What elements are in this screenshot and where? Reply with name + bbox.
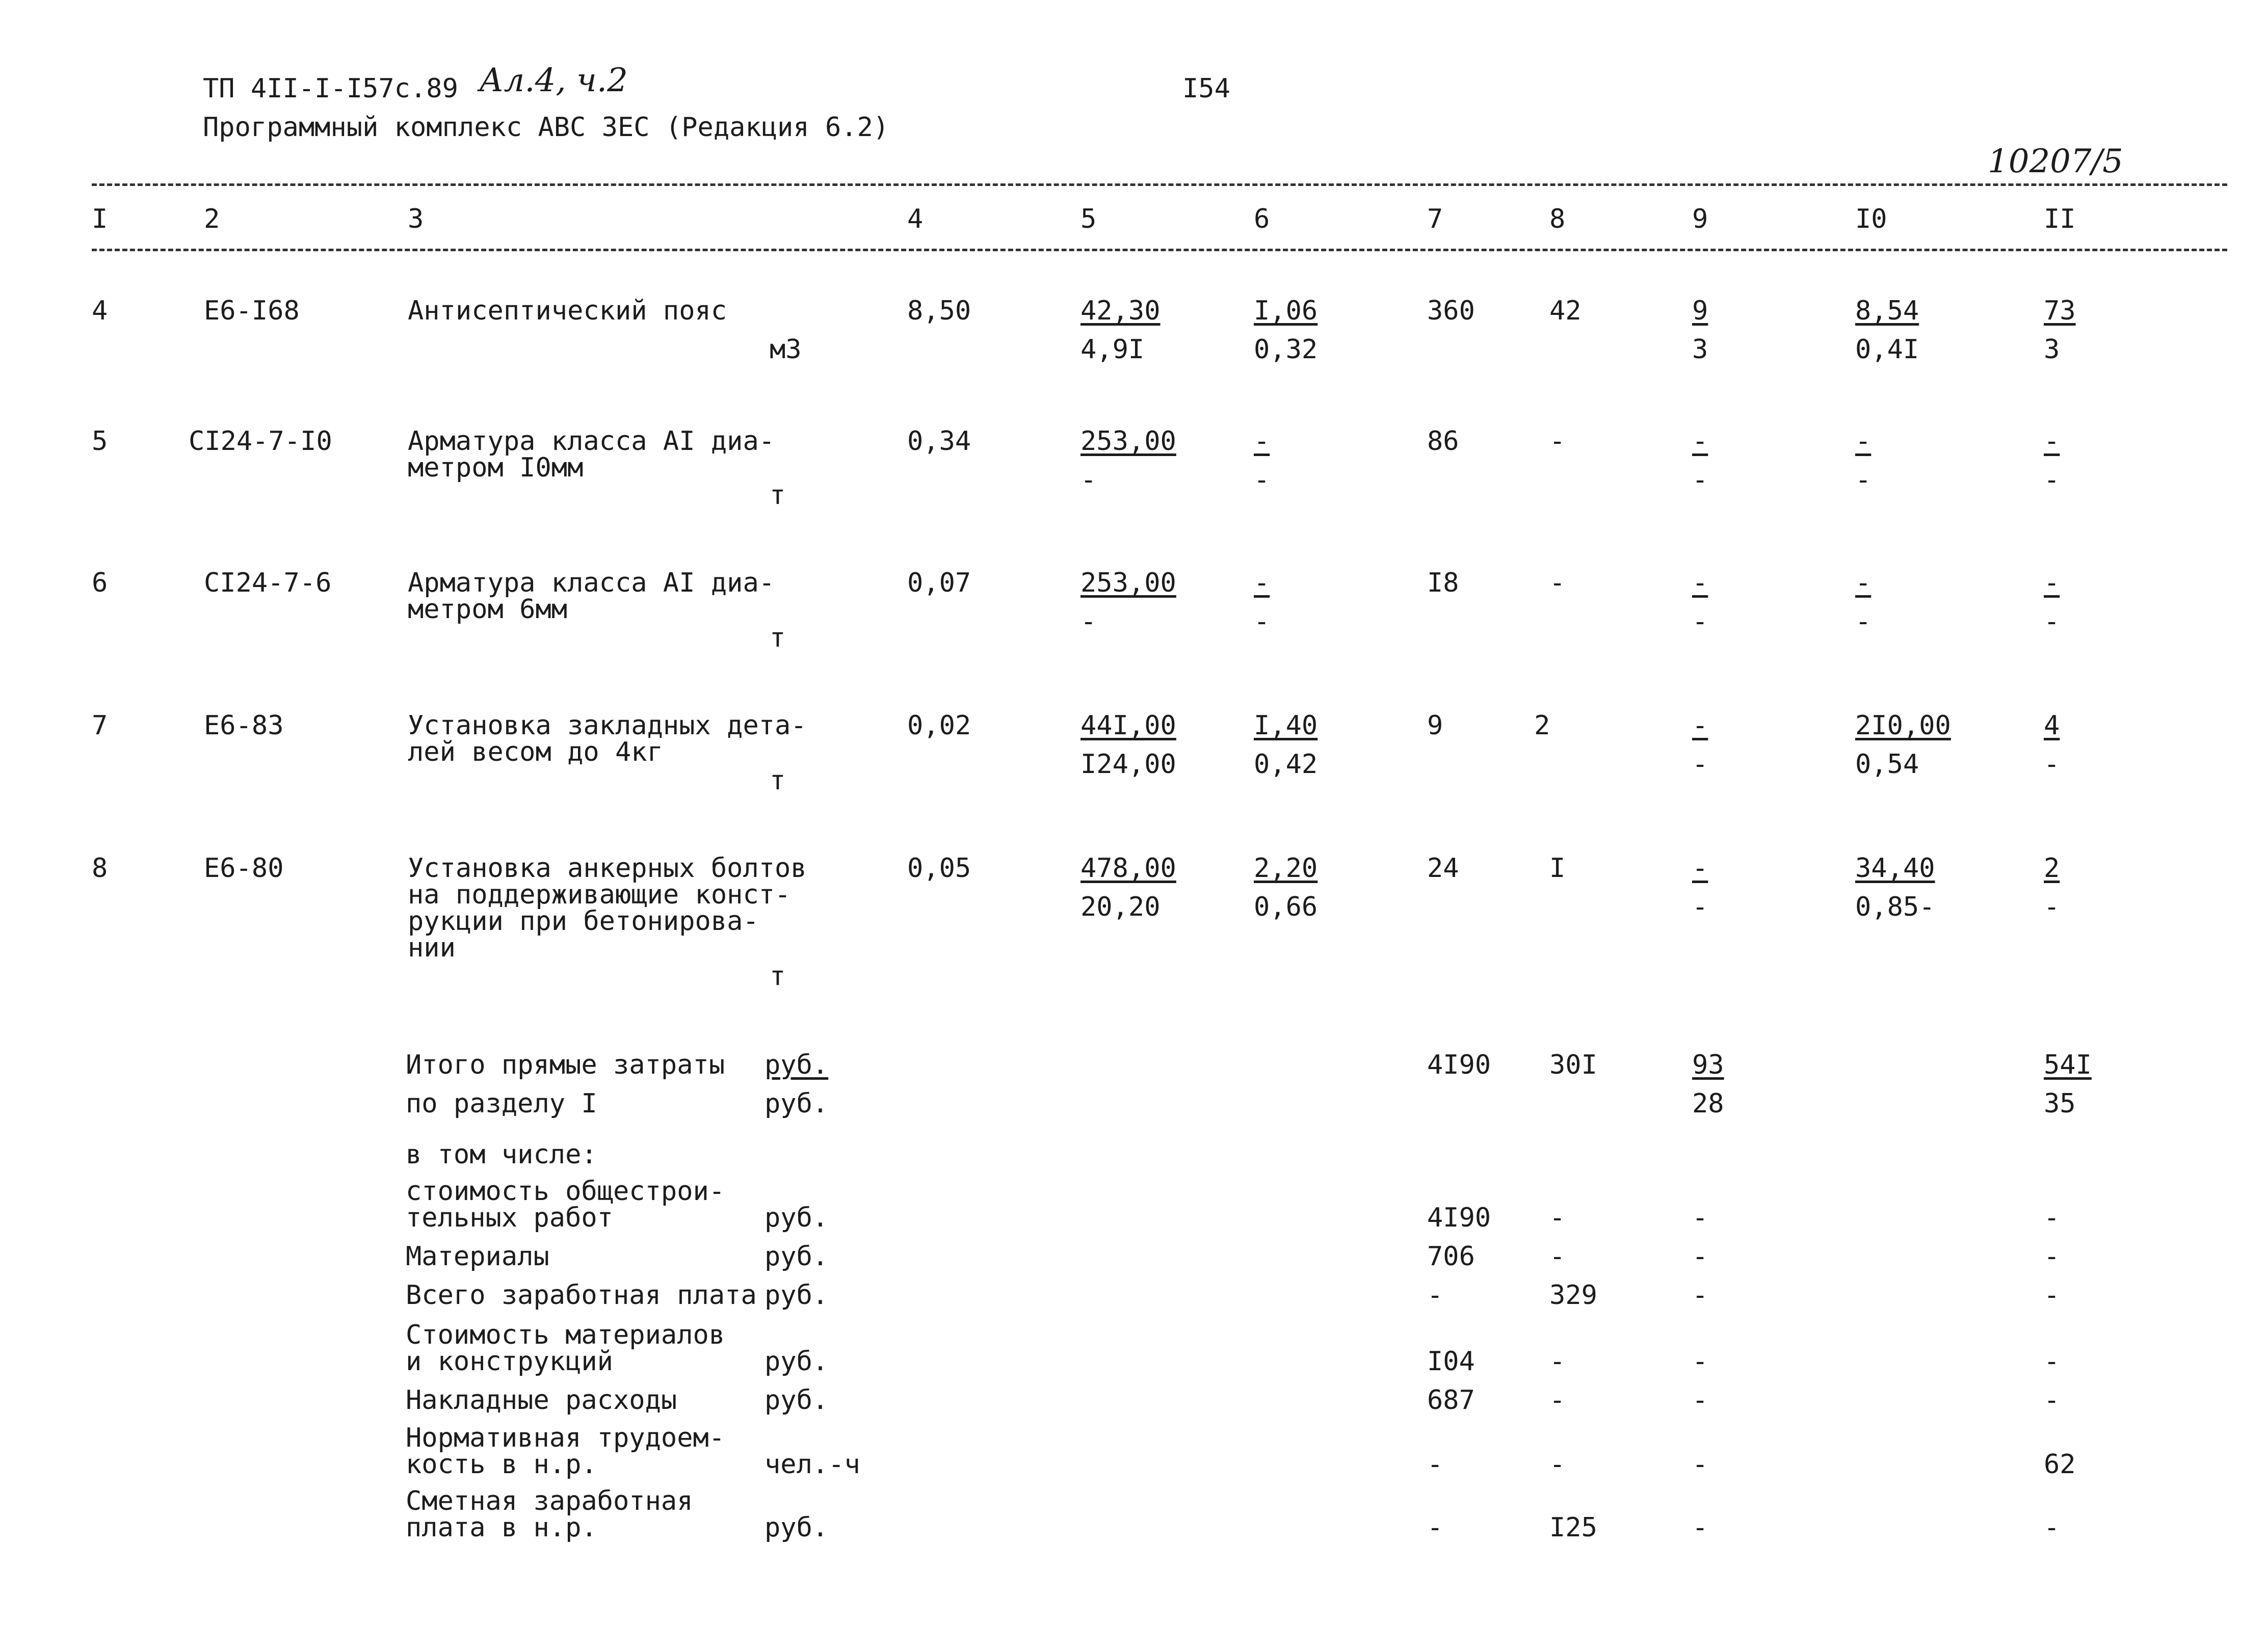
row-code: Е6-I68 xyxy=(204,296,300,326)
column-header: 5 xyxy=(1080,204,1097,234)
breakdown-unit: чел.-ч xyxy=(765,1449,860,1480)
cell-10-top: - xyxy=(1855,568,1871,598)
cell-8: - xyxy=(1549,568,1566,598)
cell-11-top: - xyxy=(2044,426,2060,457)
cell-9-bottom: 3 xyxy=(1692,334,1708,365)
breakdown-cell-11: - xyxy=(2044,1346,2060,1377)
breakdown-cell-8: - xyxy=(1549,1241,1566,1272)
totals-cell-8: 30I xyxy=(1549,1050,1597,1080)
row-unit: т xyxy=(770,765,786,796)
cell-7: 24 xyxy=(1427,853,1459,884)
totals-label: Итого прямые затраты xyxy=(406,1050,725,1080)
sheet-number: 10207/5 xyxy=(1988,143,2123,180)
totals-cell-9-top: 93 xyxy=(1692,1050,1724,1080)
cell-5-bottom: 20,20 xyxy=(1080,892,1161,922)
cell-5-bottom: - xyxy=(1080,606,1097,637)
cell-10-bottom: 0,85- xyxy=(1855,892,1935,922)
column-header: 4 xyxy=(907,204,924,234)
header-bottom-rule xyxy=(92,249,2227,251)
breakdown-cell-9: - xyxy=(1692,1449,1708,1480)
column-header: I0 xyxy=(1855,204,1887,234)
cell-5-bottom: - xyxy=(1080,465,1097,495)
cell-10-bottom: - xyxy=(1855,606,1871,637)
cell-10-top: 34,40 xyxy=(1855,853,1935,884)
row-unit: т xyxy=(770,623,786,653)
row-name: Арматура класса АI диа- метром I0мм xyxy=(408,426,775,483)
breakdown-cell-8: - xyxy=(1549,1346,1566,1377)
row-code: СI24-7-6 xyxy=(204,568,332,598)
row-code: Е6-80 xyxy=(204,853,284,884)
breakdown-cell-9: - xyxy=(1692,1385,1708,1416)
totals-unit: руб. xyxy=(765,1088,829,1119)
cell-11-top: 2 xyxy=(2044,853,2060,884)
breakdown-label: Всего заработная плата xyxy=(406,1280,757,1311)
row-number: 5 xyxy=(92,426,108,457)
cell-9-top: - xyxy=(1692,853,1708,884)
row-code: Е6-83 xyxy=(204,710,284,741)
cell-10-top: - xyxy=(1855,426,1871,457)
header-top-rule xyxy=(92,183,2227,186)
breakdown-label: Нормативная трудоем- кость в н.р. xyxy=(406,1423,725,1480)
breakdown-cell-11: - xyxy=(2044,1280,2060,1311)
row-name: Арматура класса АI диа- метром 6мм xyxy=(408,568,775,625)
column-header: 7 xyxy=(1427,204,1443,234)
cell-6-top: I,06 xyxy=(1254,296,1318,326)
breakdown-unit: руб. xyxy=(765,1241,829,1272)
cell-10-bottom: 0,54 xyxy=(1855,749,1919,780)
row-code: СI24-7-I0 xyxy=(189,426,332,457)
cell-9-bottom: - xyxy=(1692,749,1708,780)
cell-11-top: 4 xyxy=(2044,710,2060,741)
breakdown-cell-7: 687 xyxy=(1427,1385,1475,1416)
cell-11-top: - xyxy=(2044,568,2060,598)
cell-6-top: - xyxy=(1254,568,1270,598)
column-header: I xyxy=(92,204,108,234)
cell-6-bottom: 0,66 xyxy=(1254,892,1318,922)
totals-label: по разделу I xyxy=(406,1088,597,1119)
cell-6-bottom: - xyxy=(1254,606,1270,637)
breakdown-label: Накладные расходы xyxy=(406,1385,677,1416)
breakdown-cell-9: - xyxy=(1692,1512,1708,1543)
breakdown-cell-8: - xyxy=(1549,1385,1566,1416)
breakdown-label: Сметная заработная плата в н.р. xyxy=(406,1486,693,1543)
cell-5-top: 478,00 xyxy=(1080,853,1176,884)
row-number: 7 xyxy=(92,710,108,741)
cell-11-top: 73 xyxy=(2044,296,2076,326)
breakdown-label: Материалы xyxy=(406,1241,549,1272)
column-header: 9 xyxy=(1692,204,1708,234)
row-name: Установка анкерных болтов на поддерживающие конст- рукции при бетонирова- нии xyxy=(408,853,807,963)
breakdown-cell-7: 4I90 xyxy=(1427,1203,1491,1233)
cell-10-bottom: 0,4I xyxy=(1855,334,1919,365)
including-label: в том числе: xyxy=(406,1139,597,1170)
cell-8: 2 xyxy=(1534,710,1550,741)
cell-11-bottom: - xyxy=(2044,749,2060,780)
row-qty: 0,07 xyxy=(907,568,971,598)
page-number: I54 xyxy=(1182,73,1230,104)
handwritten-note: Ал.4, ч.2 xyxy=(479,62,628,99)
breakdown-cell-7: - xyxy=(1427,1512,1443,1543)
cell-5-top: 42,30 xyxy=(1080,296,1161,326)
cell-6-top: - xyxy=(1254,426,1270,457)
breakdown-cell-9: - xyxy=(1692,1241,1708,1272)
breakdown-unit: руб. xyxy=(765,1346,829,1377)
cell-9-bottom: - xyxy=(1692,606,1708,637)
cell-10-top: 2I0,00 xyxy=(1855,710,1951,741)
breakdown-label: Стоимость материалов и конструкций xyxy=(406,1320,725,1377)
cell-9-bottom: - xyxy=(1692,465,1708,495)
cell-11-bottom: - xyxy=(2044,465,2060,495)
cell-8: - xyxy=(1549,426,1566,457)
breakdown-cell-8: 329 xyxy=(1549,1280,1597,1311)
cell-6-top: 2,20 xyxy=(1254,853,1318,884)
breakdown-cell-11: - xyxy=(2044,1203,2060,1233)
cell-9-top: 9 xyxy=(1692,296,1708,326)
breakdown-unit: руб. xyxy=(765,1280,829,1311)
cell-6-bottom: 0,32 xyxy=(1254,334,1318,365)
totals-cell-7: 4I90 xyxy=(1427,1050,1491,1080)
breakdown-cell-7: I04 xyxy=(1427,1346,1475,1377)
cell-5-top: 253,00 xyxy=(1080,568,1176,598)
breakdown-cell-11: 62 xyxy=(2044,1449,2076,1480)
row-unit: м3 xyxy=(770,334,802,365)
cell-10-top: 8,54 xyxy=(1855,296,1919,326)
row-qty: 8,50 xyxy=(907,296,971,326)
row-qty: 0,02 xyxy=(907,710,971,741)
row-unit: т xyxy=(770,480,786,511)
row-qty: 0,05 xyxy=(907,853,971,884)
breakdown-cell-7: - xyxy=(1427,1280,1443,1311)
row-number: 6 xyxy=(92,568,108,598)
breakdown-cell-8: - xyxy=(1549,1203,1566,1233)
breakdown-cell-9: - xyxy=(1692,1203,1708,1233)
cell-5-top: 253,00 xyxy=(1080,426,1176,457)
column-header: 8 xyxy=(1549,204,1566,234)
totals-cell-11-bottom: 35 xyxy=(2044,1088,2076,1119)
totals-cell-9-bottom: 28 xyxy=(1692,1088,1724,1119)
cell-8: I xyxy=(1549,853,1566,884)
cell-11-bottom: - xyxy=(2044,606,2060,637)
document-code: ТП 4II-I-I57с.89 xyxy=(203,73,458,104)
cell-7: I8 xyxy=(1427,568,1459,598)
breakdown-cell-8: I25 xyxy=(1549,1512,1597,1543)
breakdown-unit: руб. xyxy=(765,1203,829,1233)
cell-9-top: - xyxy=(1692,568,1708,598)
breakdown-label: стоимость общестрои- тельных работ xyxy=(406,1176,725,1233)
column-header: 6 xyxy=(1254,204,1270,234)
cell-8: 42 xyxy=(1549,296,1581,326)
breakdown-cell-11: - xyxy=(2044,1385,2060,1416)
cell-7: 9 xyxy=(1427,710,1443,741)
cell-5-bottom: 4,9I xyxy=(1080,334,1145,365)
totals-cell-11-top: 54I xyxy=(2044,1050,2092,1080)
row-number: 4 xyxy=(92,296,108,326)
breakdown-cell-11: - xyxy=(2044,1241,2060,1272)
cell-7: 86 xyxy=(1427,426,1459,457)
cell-9-bottom: - xyxy=(1692,892,1708,922)
row-number: 8 xyxy=(92,853,108,884)
cell-5-top: 44I,00 xyxy=(1080,710,1176,741)
cell-6-bottom: 0,42 xyxy=(1254,749,1318,780)
row-qty: 0,34 xyxy=(907,426,971,457)
breakdown-cell-7: - xyxy=(1427,1449,1443,1480)
column-header: 3 xyxy=(408,204,424,234)
breakdown-cell-7: 706 xyxy=(1427,1241,1475,1272)
breakdown-cell-11: - xyxy=(2044,1512,2060,1543)
cell-6-top: I,40 xyxy=(1254,710,1318,741)
row-unit: т xyxy=(770,961,786,992)
cell-9-top: - xyxy=(1692,426,1708,457)
cell-10-bottom: - xyxy=(1855,465,1871,495)
breakdown-unit: руб. xyxy=(765,1385,829,1416)
column-header: II xyxy=(2044,204,2076,234)
document-subtitle: Программный комплекс АВС 3ЕС (Редакция 6.2) xyxy=(203,112,889,143)
cell-9-top: - xyxy=(1692,710,1708,741)
row-name: Антисептический пояс xyxy=(408,296,727,326)
row-name: Установка закладных дета- лей весом до 4кг xyxy=(408,710,807,767)
cell-5-bottom: I24,00 xyxy=(1080,749,1176,780)
breakdown-cell-9: - xyxy=(1692,1280,1708,1311)
cell-11-bottom: 3 xyxy=(2044,334,2060,365)
cell-7: 360 xyxy=(1427,296,1475,326)
totals-unit: руб. xyxy=(765,1050,829,1080)
cell-11-bottom: - xyxy=(2044,892,2060,922)
breakdown-cell-9: - xyxy=(1692,1346,1708,1377)
breakdown-cell-8: - xyxy=(1549,1449,1566,1480)
breakdown-unit: руб. xyxy=(765,1512,829,1543)
cell-6-bottom: - xyxy=(1254,465,1270,495)
column-header: 2 xyxy=(204,204,220,234)
